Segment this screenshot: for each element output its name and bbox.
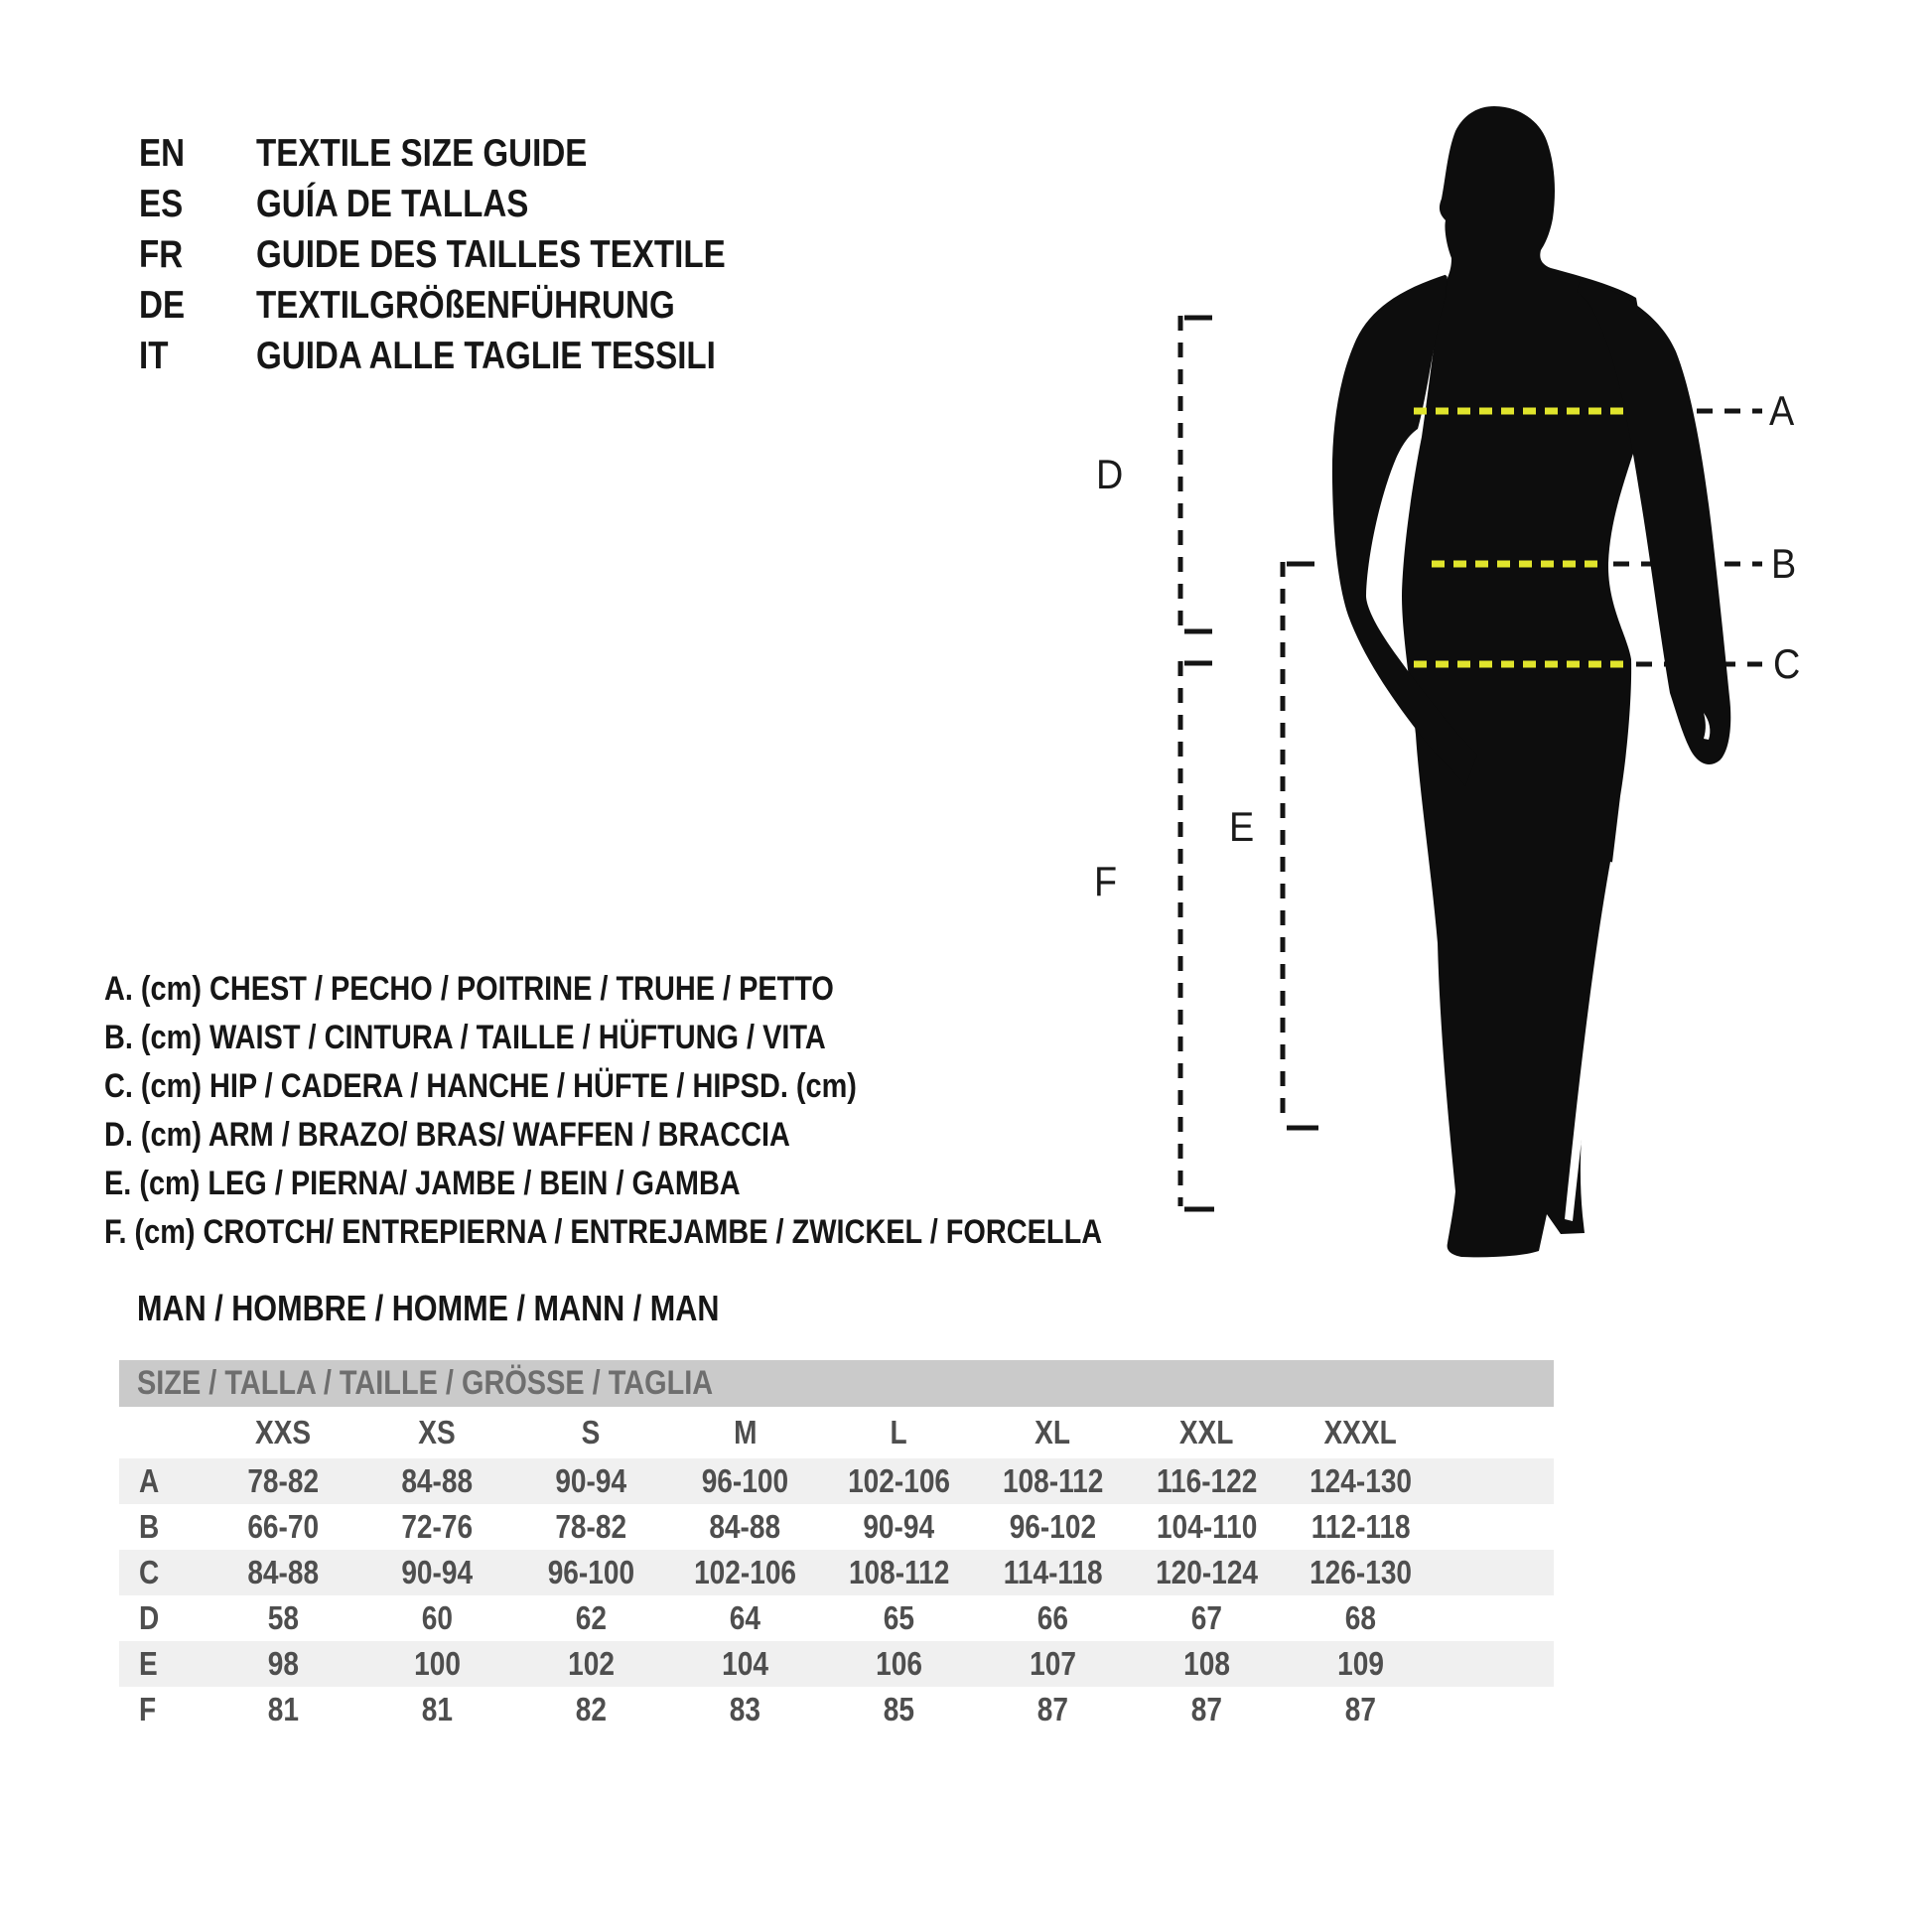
measure-label-chest: A [1769,387,1795,434]
table-cell: 85 [883,1691,915,1727]
table-cell: 68 [1344,1599,1377,1636]
column-header: M [733,1414,758,1450]
row-label: D [139,1599,160,1636]
table-row [119,1504,1554,1550]
row-label: C [139,1554,160,1590]
legend-item: D. (cm) ARM / BRAZO/ BRAS/ WAFFEN / BRACCIA [104,1116,790,1154]
category-label: MAN / HOMBRE / HOMME / MANN / MAN [137,1288,720,1328]
table-cell: 83 [729,1691,761,1727]
table-cell: 109 [1337,1645,1384,1682]
language-row [139,230,808,281]
column-header: XXS [255,1414,312,1450]
guide-title: GUIDA ALLE TAGLIE TESSILI [256,334,716,377]
table-cell: 112-118 [1311,1508,1411,1545]
column-header: L [890,1414,908,1450]
table-cell: 126-130 [1310,1554,1412,1590]
table-header-bar: SIZE / TALLA / TAILLE / GRÖSSE / TAGLIA [119,1360,1554,1407]
table-cell: 107 [1030,1645,1076,1682]
table-cell: 96-102 [1009,1508,1097,1545]
language-row [139,129,808,180]
silhouette [1332,106,1730,1257]
table-cell: 96-100 [547,1554,635,1590]
language-row [139,180,808,230]
legend-item: A. (cm) CHEST / PECHO / POITRINE / TRUHE / PETTO [104,970,834,1008]
table-cell: 106 [876,1645,922,1682]
language-code: FR [139,232,184,276]
table-cell: 104 [722,1645,768,1682]
table-cell: 60 [421,1599,454,1636]
table-cell: 66-70 [247,1508,320,1545]
guide-title: TEXTILE SIZE GUIDE [256,132,588,176]
language-code: DE [139,283,186,327]
table-cell: 66 [1036,1599,1069,1636]
guide-title: GUÍA DE TALLAS [256,183,529,226]
table-cell: 72-76 [401,1508,474,1545]
table-cell: 78-82 [247,1462,320,1499]
table-cell: 102-106 [694,1554,796,1590]
table-cell: 102-106 [848,1462,950,1499]
table-cell: 108-112 [1002,1462,1104,1499]
table-cell: 87 [1344,1691,1377,1727]
measure-label-waist: B [1771,540,1797,587]
man-silhouette-figure [1072,79,1847,1350]
table-cell: 120-124 [1156,1554,1258,1590]
guide-title: TEXTILGRÖßENFÜHRUNG [256,283,675,327]
row-label: F [139,1691,157,1727]
measure-label-hip: C [1773,640,1801,687]
language-code: ES [139,183,184,226]
row-label: E [139,1645,158,1682]
measure-label-crotch: F [1094,858,1118,904]
table-cell: 87 [1036,1691,1069,1727]
column-header: XXL [1179,1414,1234,1450]
measure-label-arm: D [1096,451,1124,497]
table-cell: 100 [414,1645,461,1682]
table-cell: 108-112 [848,1554,950,1590]
table-cell: 58 [267,1599,300,1636]
table-cell: 84-88 [247,1554,320,1590]
legend-item: B. (cm) WAIST / CINTURA / TAILLE / HÜFTUNG / VITA [104,1019,826,1056]
column-header-row [119,1407,1554,1458]
table-cell: 102 [568,1645,615,1682]
table-cell: 90-94 [555,1462,627,1499]
table-cell: 67 [1190,1599,1223,1636]
language-title-block [139,129,808,381]
language-code: EN [139,132,186,176]
table-row [119,1550,1554,1595]
table-cell: 84-88 [709,1508,781,1545]
table-cell: 62 [575,1599,608,1636]
table-cell: 90-94 [401,1554,474,1590]
size-table [119,1360,1554,1732]
table-cell: 82 [575,1691,608,1727]
table-cell: 90-94 [863,1508,935,1545]
column-header: S [582,1414,601,1450]
table-cell: 64 [729,1599,761,1636]
table-cell: 104-110 [1156,1508,1258,1545]
row-label: A [139,1462,160,1499]
language-row [139,331,808,381]
legend-item: C. (cm) HIP / CADERA / HANCHE / HÜFTE / HIPSD. (cm) [104,1067,857,1105]
table-cell: 84-88 [401,1462,474,1499]
table-cell: 65 [883,1599,915,1636]
table-cell: 98 [267,1645,300,1682]
table-cell: 81 [267,1691,300,1727]
table-row [119,1641,1554,1687]
column-header: XXXL [1323,1414,1398,1450]
table-cell: 87 [1190,1691,1223,1727]
table-cell: 81 [421,1691,454,1727]
legend-item: E. (cm) LEG / PIERNA/ JAMBE / BEIN / GAMBA [104,1165,741,1202]
table-row [119,1595,1554,1641]
language-row [139,280,808,331]
table-cell: 114-118 [1003,1554,1103,1590]
column-header: XL [1035,1414,1071,1450]
guide-title: GUIDE DES TAILLES TEXTILE [256,232,726,276]
table-cell: 78-82 [555,1508,627,1545]
table-cell: 116-122 [1156,1462,1258,1499]
table-cell: 96-100 [701,1462,789,1499]
collar-notch [1439,259,1450,277]
table-row [119,1687,1554,1732]
table-cell: 124-130 [1310,1462,1412,1499]
row-label [119,1407,207,1458]
row-label: B [139,1508,160,1545]
language-code: IT [139,334,169,377]
column-header: XS [418,1414,457,1450]
table-cell: 108 [1183,1645,1230,1682]
table-row [119,1458,1554,1504]
legend-item: F. (cm) CROTCH/ ENTREPIERNA / ENTREJAMBE / ZWICKEL / FORCELLA [104,1213,1103,1251]
measure-label-leg: E [1229,803,1255,850]
